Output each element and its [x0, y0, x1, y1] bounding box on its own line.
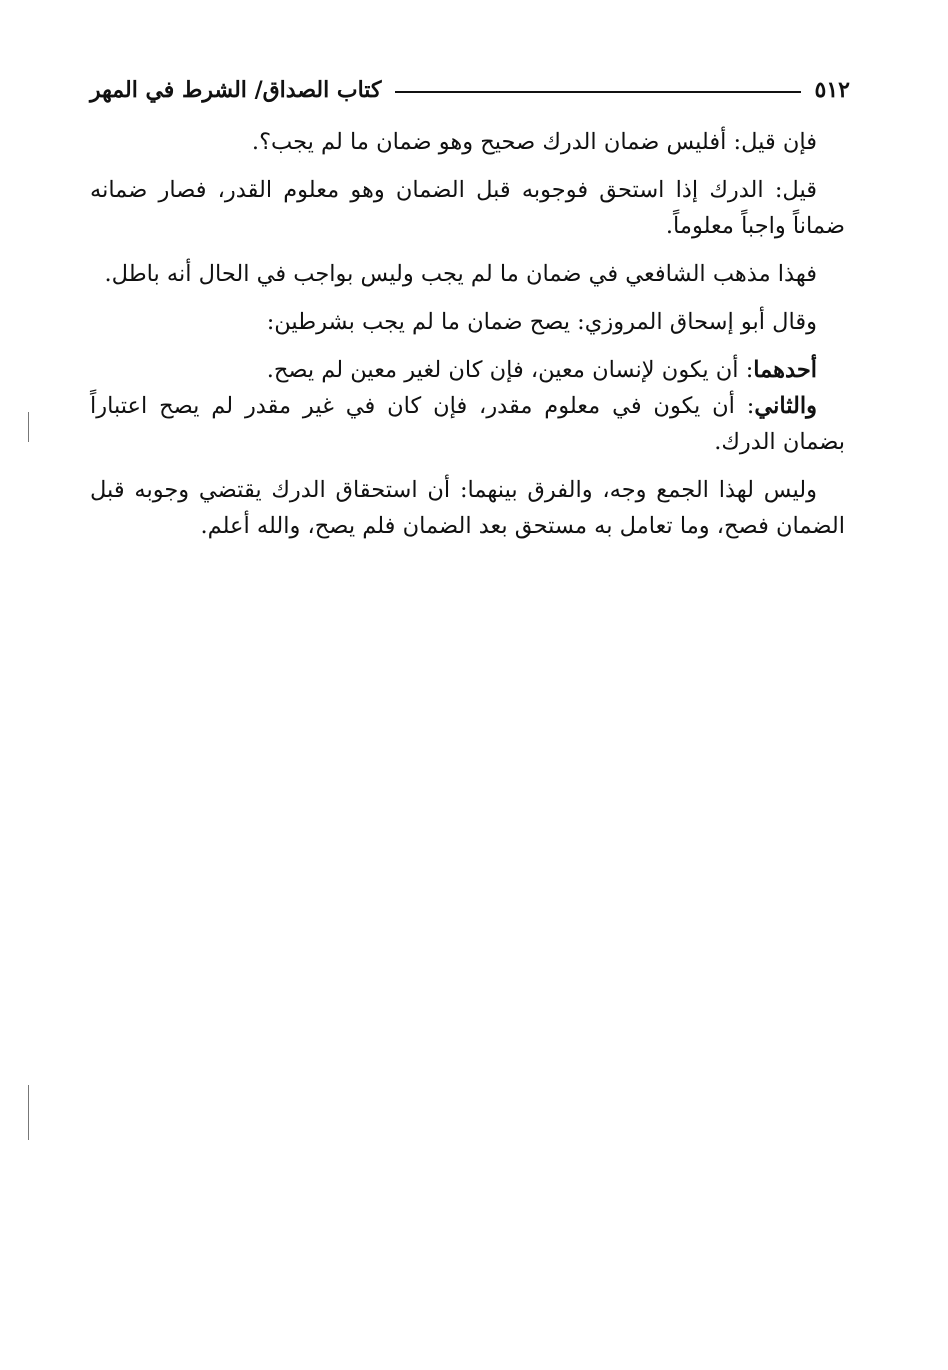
paragraph — [90, 352, 845, 388]
paragraph-lead: أحدهما — [753, 357, 817, 383]
paragraph — [90, 124, 845, 160]
body-text — [90, 124, 845, 556]
paragraph-text: وقال أبو إسحاق المروزي: يصح ضمان ما لم يجب بشرطين: — [266, 309, 817, 335]
paragraph-text: فإن قيل: أفليس ضمان الدرك صحيح وهو ضمان ما لم يجب؟. — [251, 129, 817, 155]
header-rule — [395, 91, 800, 93]
paragraph — [90, 388, 845, 460]
paragraph-text: : أن يكون لإنسان معين، فإن كان لغير معين لم يصح. — [266, 357, 754, 383]
paragraph-text: فهذا مذهب الشافعي في ضمان ما لم يجب وليس بواجب في الحال أنه باطل. — [104, 261, 817, 287]
paragraph — [90, 304, 845, 340]
paragraph — [90, 256, 845, 292]
paragraph — [90, 172, 845, 244]
page-header — [90, 70, 850, 110]
paragraph-text: وليس لهذا الجمع وجه، والفرق بينهما: أن استحقاق الدرك يقتضي وجوبه قبل الضمان فصح، وما تعامل به مستحق بعد الضمان فلم يصح، والله أعلم. — [90, 477, 845, 539]
scan-margin-mark — [28, 1085, 29, 1140]
page-number: ٥١٢ — [814, 77, 850, 103]
scan-margin-mark — [28, 412, 29, 442]
paragraph-text: قيل: الدرك إذا استحق فوجوبه قبل الضمان وهو معلوم القدر، فصار ضمانه ضماناً واجباً معلوماً. — [90, 177, 845, 239]
paragraph — [90, 472, 845, 544]
paragraph-text: : أن يكون في معلوم مقدر، فإن كان في غير مقدر لم يصح اعتباراً بضمان الدرك. — [90, 393, 845, 455]
running-title: كتاب الصداق/ الشرط في المهر — [90, 77, 382, 103]
paragraph-lead: والثاني — [754, 393, 817, 419]
